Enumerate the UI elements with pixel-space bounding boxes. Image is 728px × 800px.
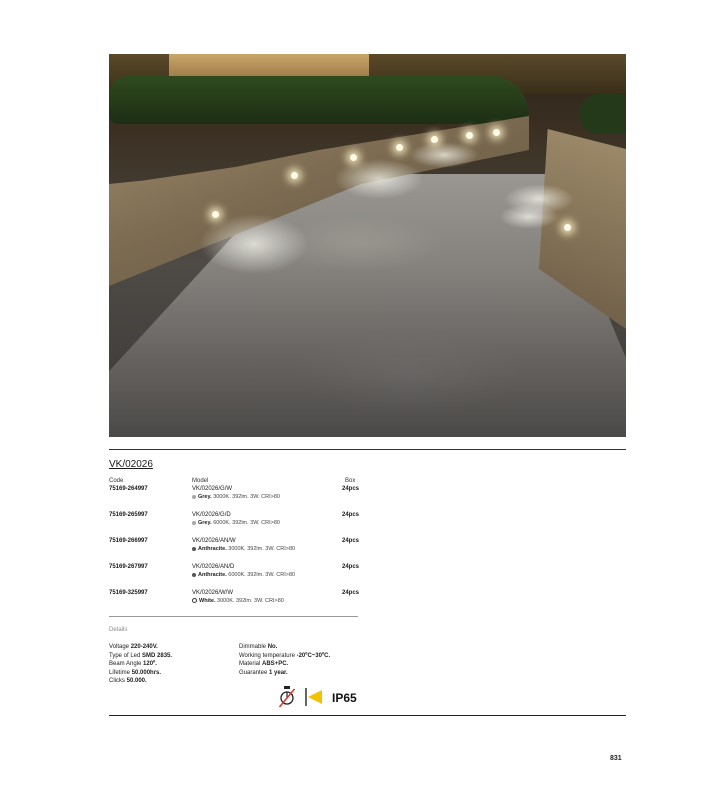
spec-line	[239, 669, 330, 678]
spec-line	[239, 660, 330, 669]
spec-label: Dimmable	[239, 644, 267, 650]
product-desc	[192, 494, 280, 500]
product-code: 75169-325997	[109, 590, 148, 596]
details-right	[239, 643, 330, 677]
table-row	[109, 486, 359, 510]
color-name: White.	[199, 598, 216, 604]
color-dot	[192, 495, 196, 499]
product-code: 75169-265997	[109, 512, 148, 518]
col-header-model: Model	[192, 478, 209, 484]
wall-light	[493, 129, 500, 136]
table-row	[109, 538, 359, 562]
spec-text: 6000K. 392lm. 3W. CRI>80	[228, 572, 296, 578]
spec-label: Clicks	[109, 678, 125, 685]
product-photo	[109, 54, 626, 437]
spec-value: SMD 2835.	[142, 652, 173, 659]
photo-hedge	[109, 76, 529, 124]
spec-value: -20ºC~30ºC.	[296, 652, 331, 659]
box-qty: 24pcs	[341, 512, 359, 518]
spec-line	[109, 652, 172, 661]
spec-label: Voltage	[109, 644, 130, 650]
spec-line	[239, 643, 330, 652]
spec-value: ABS+PC.	[262, 661, 289, 668]
color-name: Grey.	[198, 494, 212, 500]
light-glow	[334, 159, 424, 199]
product-desc	[192, 546, 295, 552]
color-dot	[192, 521, 196, 525]
spec-value: 1 year.	[269, 669, 288, 676]
product-model: VK/02026/G/D	[192, 512, 231, 518]
light-glow	[199, 214, 309, 274]
product-code: 75169-267997	[109, 564, 148, 570]
wall-light	[212, 211, 219, 218]
page-number: 831	[610, 755, 622, 762]
spec-text: 3000K. 392lm. 3W. CRI>80	[228, 546, 296, 552]
spec-line	[109, 677, 172, 686]
color-name: Anthracite.	[198, 572, 227, 578]
details-title: Details	[109, 627, 128, 633]
col-header-box: Box	[345, 478, 356, 484]
color-dot	[192, 573, 196, 577]
box-qty: 24pcs	[341, 486, 359, 492]
not-dimmable-icon	[279, 686, 295, 708]
spec-text: 3000K. 392lm. 3W. CRI>80	[213, 494, 280, 500]
spec-text: 3000K. 392lm. 3W. CRI>80	[217, 598, 284, 604]
wall-light	[431, 136, 438, 143]
wall-light	[350, 154, 357, 161]
product-model: VK/02026/W/W	[192, 590, 234, 596]
box-qty: 24pcs	[341, 538, 359, 544]
photo-hedge-right	[579, 94, 626, 134]
spec-value: 220-240V.	[130, 644, 158, 650]
col-header-code: Code	[109, 478, 124, 484]
box-qty: 24pcs	[341, 564, 359, 570]
table-rule	[109, 616, 358, 617]
spec-label: Material	[239, 661, 261, 668]
product-code: 75169-264997	[109, 486, 148, 492]
spec-value: No.	[267, 644, 278, 650]
table-row	[109, 564, 359, 588]
product-desc	[192, 572, 295, 578]
product-model: VK/02026/AN/D	[192, 564, 235, 570]
top-rule	[109, 449, 626, 450]
box-qty: 24pcs	[341, 590, 359, 596]
model-title: VK/02026	[109, 459, 153, 470]
table-row	[109, 512, 359, 536]
details-left	[109, 643, 172, 686]
color-name: Grey.	[198, 520, 212, 526]
spec-label: Working temperature	[239, 652, 295, 659]
spec-value: 50.000.	[126, 678, 147, 685]
spec-label: Beam Angle	[109, 661, 142, 668]
spec-label: Type of Led	[109, 652, 141, 659]
spec-line	[239, 652, 330, 661]
product-desc	[192, 598, 284, 604]
table-row	[109, 590, 359, 614]
ip-rating: IP65	[332, 691, 357, 705]
wall-light	[466, 132, 473, 139]
wall-light	[396, 144, 403, 151]
wall-light	[564, 224, 571, 231]
spec-value: 50.000hrs.	[131, 669, 162, 676]
spec-line	[109, 669, 172, 678]
spec-label: Guarantee	[239, 669, 268, 676]
bottom-rule	[109, 715, 626, 716]
light-glow	[499, 204, 559, 229]
color-name: Anthracite.	[198, 546, 227, 552]
product-model: VK/02026/AN/W	[192, 538, 236, 544]
color-dot	[192, 547, 196, 551]
spec-value: 120º.	[143, 661, 157, 668]
product-code: 75169-266997	[109, 538, 148, 544]
product-model: VK/02026/G/W	[192, 486, 233, 492]
wall-light	[291, 172, 298, 179]
color-dot	[192, 598, 197, 603]
light-glow	[409, 142, 479, 168]
spec-text: 6000K. 392lm. 3W. CRI>80	[213, 520, 280, 526]
beam-angle-icon	[305, 688, 323, 706]
spec-label: Lifetime	[109, 669, 131, 676]
spec-line	[109, 643, 172, 652]
product-desc	[192, 520, 280, 526]
spec-line	[109, 660, 172, 669]
